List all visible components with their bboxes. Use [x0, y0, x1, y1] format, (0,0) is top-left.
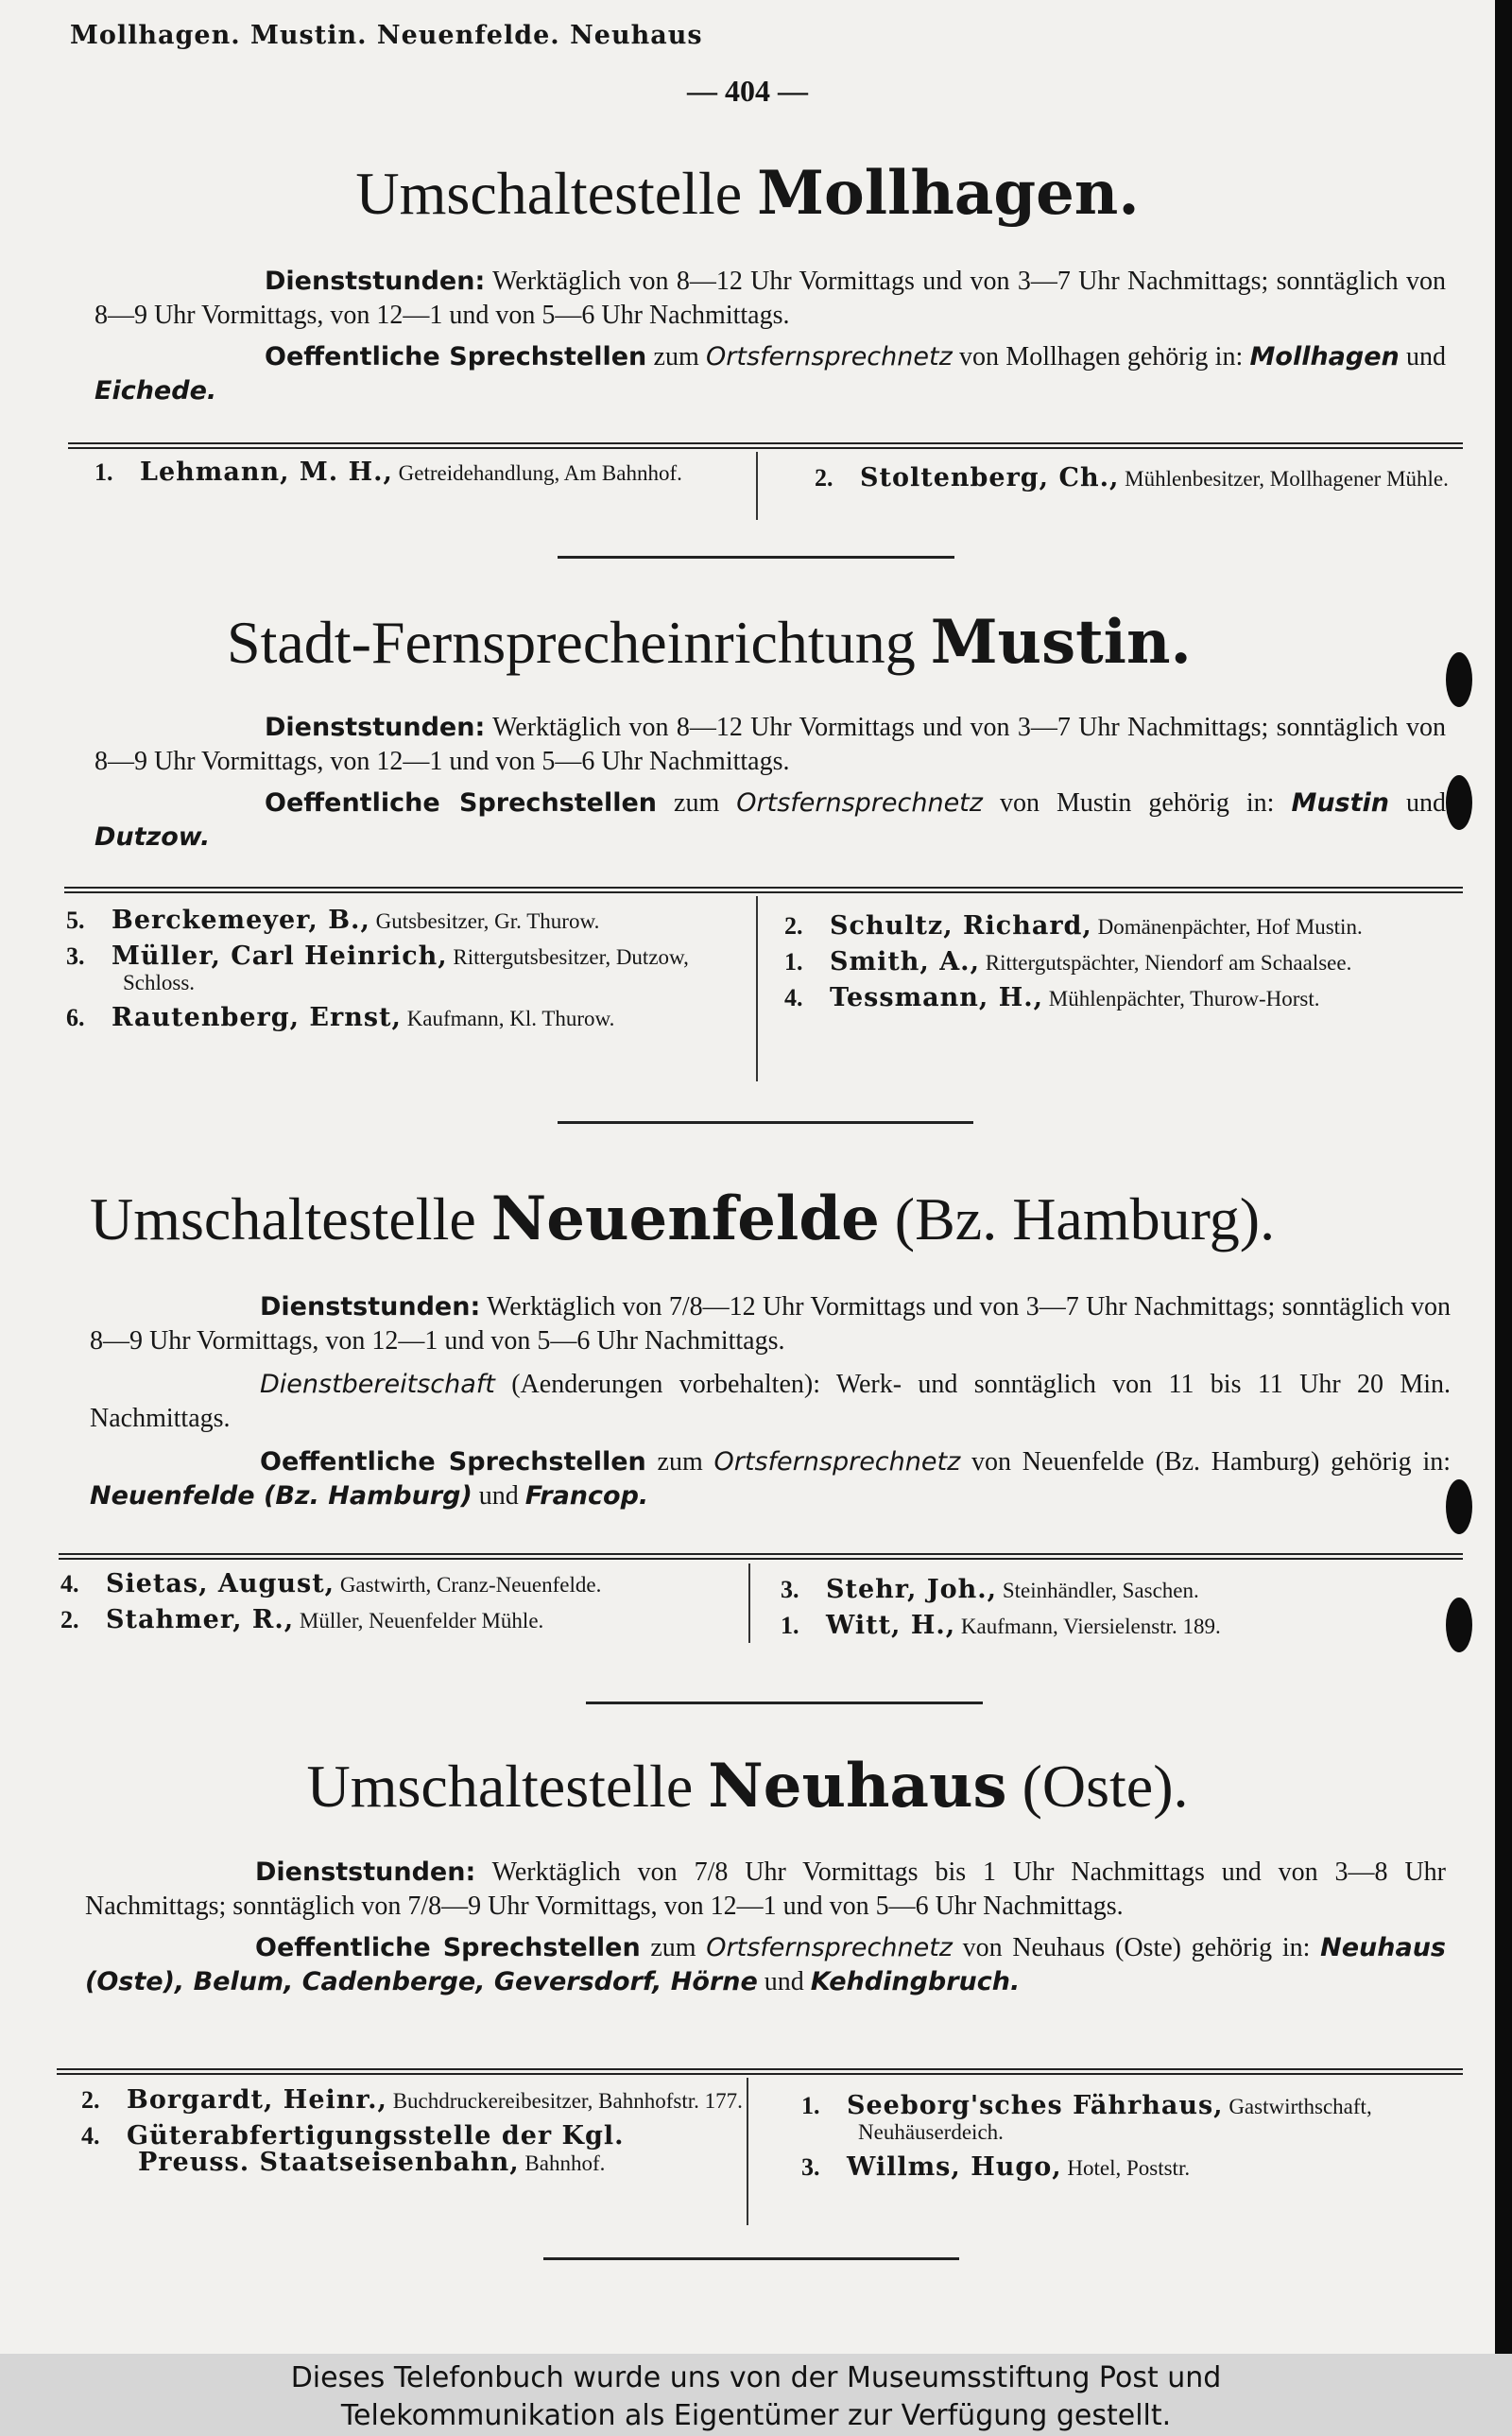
- section-title-mollhagen: Umschaltestelle Mollhagen.: [355, 158, 1140, 229]
- entries-right-mustin: [784, 913, 1467, 1021]
- list-item: 4. Güterabfertigungsstelle der Kgl. Preuss. Staatseisenbahn, Bahnhof.: [81, 2121, 625, 2177]
- hours-mollhagen: Dienststunden: Werktäglich von 8—12 Uhr Vormittags und von 3—7 Uhr Nachmittags; sonntäglich von 8—9 Uhr Vormittags, von 12—1 und von 5—6 Uhr Nachmittags. Oeffentliche Sprechstellen zum Ortsfernsprechnetz von Mollhagen gehörig in: Mollhagen und Eichede.: [94, 267, 1447, 406]
- section-separator: [558, 1121, 973, 1124]
- section-separator: [586, 1702, 983, 1704]
- list-item: 1. Lehmann, M. H., Getreidehandlung, Am Bahnhof.: [94, 458, 682, 487]
- binding-mark: [1446, 652, 1472, 707]
- list-item: 3. Müller, Carl Heinrich, Rittergutsbesitzer, Dutzow, Schloss.: [66, 942, 689, 994]
- section-separator: [558, 556, 954, 559]
- list-item: 2. Stoltenberg, Ch., Mühlenbesitzer, Mollhagener Mühle.: [815, 463, 1449, 492]
- hours-neuhaus: Dienststunden: Werktäglich von 7/8 Uhr Vormittags bis 1 Uhr Nachmittags und von 3—8 Uhr Nachmittags; sonntäglich von 7/8—9 Uhr Vormittags, von 12—1 und von 5—6 Uhr Nachmittags. Oeffentliche Sprechstellen zum Ortsfernsprechnetz von Neuhaus (Oste) gehörig in: Neuhaus (Oste), Belum, Cadenberge, Geversdorf, Hörne und Kehdingbruch.: [85, 1857, 1446, 1996]
- binding-mark: [1446, 1479, 1472, 1534]
- section-separator: [543, 2257, 959, 2260]
- hours-neuenfelde: Dienststunden: Werktäglich von 7/8—12 Uhr Vormittags und von 3—7 Uhr Nachmittags; sonntäglich von 8—9 Uhr Vormittags, von 12—1 und von 5—6 Uhr Nachmittags. Dienstbereitschaft (Aenderungen vorbehalten): Werk- und sonntäglich von 11 bis 11 Uhr 20 Min. Nachmittags. Oeffentliche Sprechstellen zum Ortsfernsprechnetz von Neuenfelde (Bz. Hamburg) gehörig in: Neuenfelde (Bz. Hamburg) und Francop.: [90, 1292, 1452, 1511]
- section-title-neuenfelde: Umschaltestelle Neuenfelde (Bz. Hamburg).: [90, 1183, 1276, 1254]
- list-item: 1. Witt, H., Kaufmann, Viersielenstr. 189.: [781, 1611, 1221, 1640]
- list-item: 1. Smith, A., Rittergutspächter, Niendorf am Schaalsee.: [784, 947, 1352, 976]
- list-item: 2. Schultz, Richard, Domänenpächter, Hof Mustin.: [784, 911, 1363, 941]
- divider: [59, 1553, 1463, 1560]
- column-divider: [756, 896, 758, 1081]
- running-head: Mollhagen. Mustin. Neuenfelde. Neuhaus: [70, 21, 703, 50]
- column-divider: [756, 452, 758, 520]
- divider: [68, 442, 1463, 449]
- list-item: 4. Sietas, August, Gastwirth, Cranz-Neuenfelde.: [60, 1569, 602, 1598]
- list-item: 2. Stahmer, R., Müller, Neuenfelder Mühle.: [60, 1605, 544, 1634]
- column-divider: [747, 2078, 748, 2225]
- list-item: 5. Berckemeyer, B., Gutsbesitzer, Gr. Thurow.: [66, 906, 600, 935]
- list-item: 1. Seeborg'sches Fährhaus, Gastwirthschaft, Neuhäuserdeich.: [801, 2091, 1372, 2144]
- list-item: 2. Borgardt, Heinr., Buchdruckereibesitzer, Bahnhofstr. 177.: [81, 2085, 743, 2115]
- entries-left-mustin: [66, 907, 747, 1041]
- binding-mark: [1446, 1598, 1472, 1652]
- entries-right-neuhaus: [801, 2093, 1467, 2190]
- list-item: 3. Willms, Hugo, Hotel, Poststr.: [801, 2152, 1191, 2182]
- binding-mark: [1446, 775, 1472, 830]
- divider: [64, 887, 1463, 893]
- entries-left-neuhaus: [81, 2087, 743, 2185]
- hours-mustin: Dienststunden: Werktäglich von 8—12 Uhr Vormittags und von 3—7 Uhr Nachmittags; sonntäglich von 8—9 Uhr Vormittags, von 12—1 und von 5—6 Uhr Nachmittags. Oeffentliche Sprechstellen zum Ortsfernsprechnetz von Mustin gehörig in: Mustin und Dutzow.: [94, 713, 1447, 852]
- section-title-neuhaus: Umschaltestelle Neuhaus (Oste).: [306, 1751, 1189, 1822]
- section-title-mustin: Stadt-Fernsprecheinrichtung Mustin.: [227, 607, 1192, 678]
- list-item: 4. Tessmann, H., Mühlenpächter, Thurow-Horst.: [784, 983, 1320, 1012]
- entries-left-mollhagen: [94, 459, 747, 495]
- attribution-footer: [0, 2354, 1512, 2436]
- column-divider: [748, 1564, 750, 1643]
- page-number: — 404 —: [687, 74, 808, 108]
- entries-right-neuenfelde: [781, 1577, 1467, 1649]
- entries-left-neuenfelde: [60, 1571, 747, 1643]
- attribution-line-2: Telekommunikation als Eigentümer zur Verfügung gestellt.: [340, 2399, 1172, 2432]
- entries-right-mollhagen: [815, 465, 1467, 501]
- attribution-line-1: Dieses Telefonbuch wurde uns von der Museumsstiftung Post und: [290, 2361, 1222, 2394]
- list-item: 6. Rautenberg, Ernst, Kaufmann, Kl. Thurow.: [66, 1003, 615, 1032]
- divider: [57, 2068, 1463, 2075]
- list-item: 3. Stehr, Joh., Steinhändler, Saschen.: [781, 1575, 1199, 1604]
